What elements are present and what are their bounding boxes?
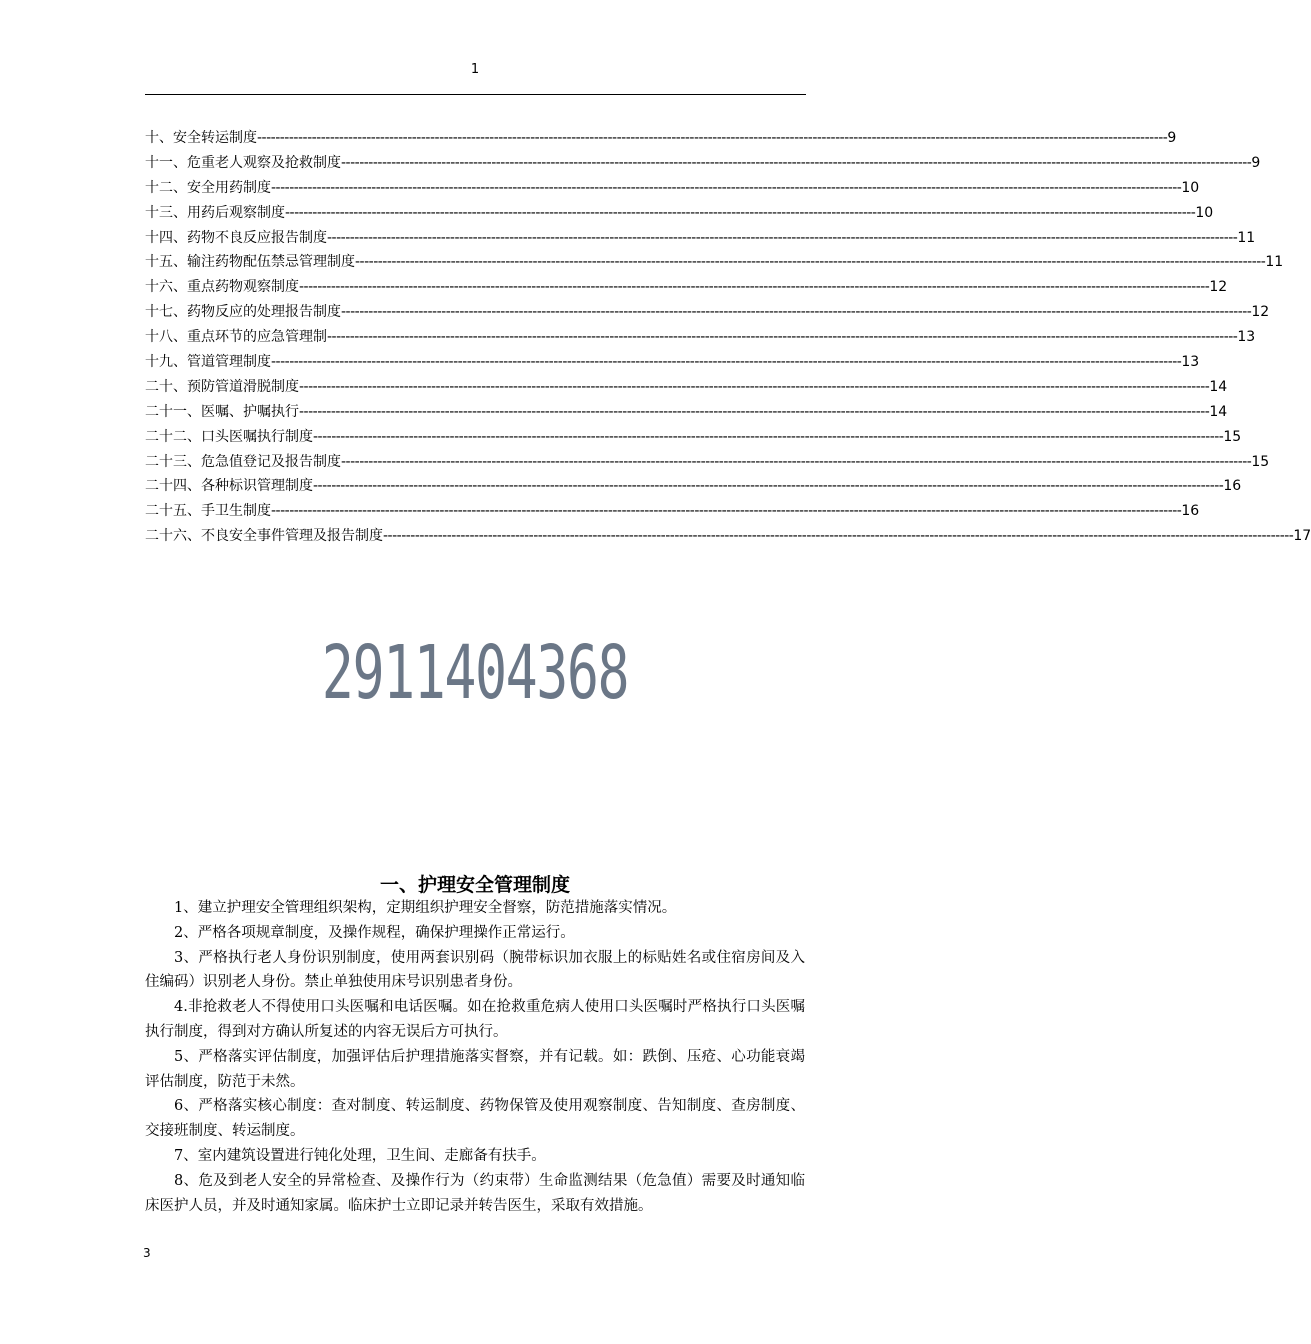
toc-leader: -------------------------------------------------------------------------------------------------------------------------------------------------------------------------------------------------------- — [327, 329, 1238, 346]
toc-entry-page: 11 — [1265, 254, 1284, 271]
watermark-number: 2911404368 — [321, 630, 629, 716]
toc-leader: -------------------------------------------------------------------------------------------------------------------------------------------------------------------------------------------------------- — [285, 204, 1196, 221]
footer-page-number: 3 — [143, 1246, 151, 1260]
toc-leader: -------------------------------------------------------------------------------------------------------------------------------------------------------------------------------------------------------- — [299, 403, 1210, 420]
body-paragraph: 4.非抢救老人不得使用口头医嘱和电话医嘱。如在抢救重危病人使用口头医嘱时严格执行口头医嘱执行制度，得到对方确认所复述的内容无误后方可执行。 — [145, 999, 805, 1040]
toc-entry — [145, 425, 1242, 450]
toc-entry — [145, 300, 1270, 325]
toc-entry-title: 十八、重点环节的应急管理制 — [145, 329, 327, 346]
toc-leader: -------------------------------------------------------------------------------------------------------------------------------------------------------------------------------------------------------- — [271, 354, 1182, 371]
toc-entry — [145, 226, 1256, 251]
toc-leader: -------------------------------------------------------------------------------------------------------------------------------------------------------------------------------------------------------- — [383, 528, 1294, 545]
section-title: 一、护理安全管理制度 — [379, 874, 570, 896]
toc-entry-page: 14 — [1209, 403, 1228, 420]
toc-entry — [145, 325, 1256, 350]
header-rule — [145, 94, 806, 95]
toc-entry-page: 10 — [1181, 179, 1200, 196]
toc-entry-page: 17 — [1293, 528, 1311, 545]
toc-entry-title: 十五、输注药物配伍禁忌管理制度 — [145, 254, 355, 271]
body-paragraph: 7、室内建筑设置进行钝化处理，卫生间、走廊备有扶手。 — [174, 1147, 546, 1164]
toc-leader: -------------------------------------------------------------------------------------------------------------------------------------------------------------------------------------------------------- — [341, 453, 1252, 470]
toc-leader: -------------------------------------------------------------------------------------------------------------------------------------------------------------------------------------------------------- — [341, 304, 1252, 321]
toc-entry — [145, 375, 1228, 400]
table-of-contents — [145, 126, 1311, 549]
toc-leader: -------------------------------------------------------------------------------------------------------------------------------------------------------------------------------------------------------- — [341, 154, 1252, 171]
toc-entry-title: 十、安全转运制度 — [145, 130, 257, 146]
toc-entry-title: 二十五、手卫生制度 — [145, 503, 271, 520]
toc-entry-page: 12 — [1251, 304, 1270, 321]
toc-entry — [145, 151, 1261, 176]
toc-entry-title: 十一、危重老人观察及抢救制度 — [145, 154, 341, 171]
toc-entry-page: 9 — [1167, 130, 1177, 146]
toc-entry-title: 十四、药物不良反应报告制度 — [145, 229, 327, 246]
toc-leader: -------------------------------------------------------------------------------------------------------------------------------------------------------------------------------------------------------- — [355, 254, 1266, 271]
toc-entry-title: 二十六、不良安全事件管理及报告制度 — [145, 528, 383, 545]
toc-entry-title: 二十、预防管道滑脱制度 — [145, 378, 299, 395]
toc-leader: -------------------------------------------------------------------------------------------------------------------------------------------------------------------------------------------------------- — [327, 229, 1238, 246]
toc-entry-page: 9 — [1251, 154, 1261, 171]
toc-leader: -------------------------------------------------------------------------------------------------------------------------------------------------------------------------------------------------------- — [313, 478, 1224, 495]
toc-leader: -------------------------------------------------------------------------------------------------------------------------------------------------------------------------------------------------------- — [313, 428, 1224, 445]
body-paragraph: 5、严格落实评估制度，加强评估后护理措施落实督察，并有记载。如：跌倒、压疮、心功能衰竭评估制度，防范于未然。 — [145, 1048, 805, 1090]
toc-entry-title: 十六、重点药物观察制度 — [145, 279, 299, 296]
toc-leader: -------------------------------------------------------------------------------------------------------------------------------------------------------------------------------------------------------- — [299, 378, 1210, 395]
toc-entry-page: 10 — [1195, 204, 1214, 221]
toc-entry-page: 15 — [1251, 453, 1270, 470]
section-body — [145, 896, 805, 1218]
toc-entry-page: 11 — [1237, 229, 1256, 246]
toc-entry-page: 14 — [1209, 378, 1228, 395]
toc-leader: -------------------------------------------------------------------------------------------------------------------------------------------------------------------------------------------------------- — [257, 130, 1168, 146]
toc-entry-page: 16 — [1181, 503, 1200, 520]
toc-entry-title: 十三、用药后观察制度 — [145, 204, 285, 221]
toc-entry-page: 13 — [1181, 354, 1200, 371]
toc-entry — [145, 450, 1270, 475]
toc-entry-page: 13 — [1237, 329, 1256, 346]
body-paragraph: 3、严格执行老人身份识别制度，使用两套识别码（腕带标识加衣服上的标贴姓名或住宿房间及入住编码）识别老人身份。禁止单独使用床号识别患者身份。 — [145, 949, 805, 991]
toc-entry-page: 16 — [1223, 478, 1242, 495]
toc-entry — [145, 126, 1177, 151]
body-paragraph: 2、严格各项规章制度，及操作规程，确保护理操作正常运行。 — [174, 924, 575, 941]
toc-entry — [145, 474, 1242, 499]
toc-entry — [145, 201, 1214, 226]
toc-entry-title: 十二、安全用药制度 — [145, 179, 271, 196]
toc-entry-title: 十七、药物反应的处理报告制度 — [145, 304, 341, 321]
toc-entry — [145, 176, 1200, 201]
toc-leader: -------------------------------------------------------------------------------------------------------------------------------------------------------------------------------------------------------- — [271, 179, 1182, 196]
toc-entry — [145, 400, 1228, 425]
toc-entry — [145, 499, 1200, 524]
toc-entry — [145, 250, 1284, 275]
toc-entry-title: 二十一、医嘱、护嘱执行 — [145, 403, 299, 420]
toc-entry-title: 十九、管道管理制度 — [145, 354, 271, 371]
toc-entry — [145, 524, 1311, 549]
toc-entry-title: 二十二、口头医嘱执行制度 — [145, 428, 313, 445]
body-paragraph: 8、危及到老人安全的异常检查、及操作行为（约束带）生命监测结果（危急值）需要及时通知临床医护人员，并及时通知家属。临床护士立即记录并转告医生，采取有效措施。 — [145, 1172, 805, 1214]
toc-entry — [145, 350, 1200, 375]
toc-leader: -------------------------------------------------------------------------------------------------------------------------------------------------------------------------------------------------------- — [299, 279, 1210, 296]
body-paragraph: 1、建立护理安全管理组织架构，定期组织护理安全督察，防范措施落实情况。 — [174, 900, 677, 916]
toc-entry-title: 二十四、各种标识管理制度 — [145, 478, 313, 495]
toc-leader: -------------------------------------------------------------------------------------------------------------------------------------------------------------------------------------------------------- — [271, 503, 1182, 520]
toc-entry-page: 12 — [1209, 279, 1228, 296]
header-page-number: 1 — [470, 62, 480, 77]
body-paragraph: 6、严格落实核心制度：查对制度、转运制度、药物保管及使用观察制度、告知制度、查房制度、交接班制度、转运制度。 — [145, 1098, 805, 1140]
toc-entry — [145, 275, 1228, 300]
toc-entry-title: 二十三、危急值登记及报告制度 — [145, 453, 341, 470]
toc-entry-page: 15 — [1223, 428, 1242, 445]
